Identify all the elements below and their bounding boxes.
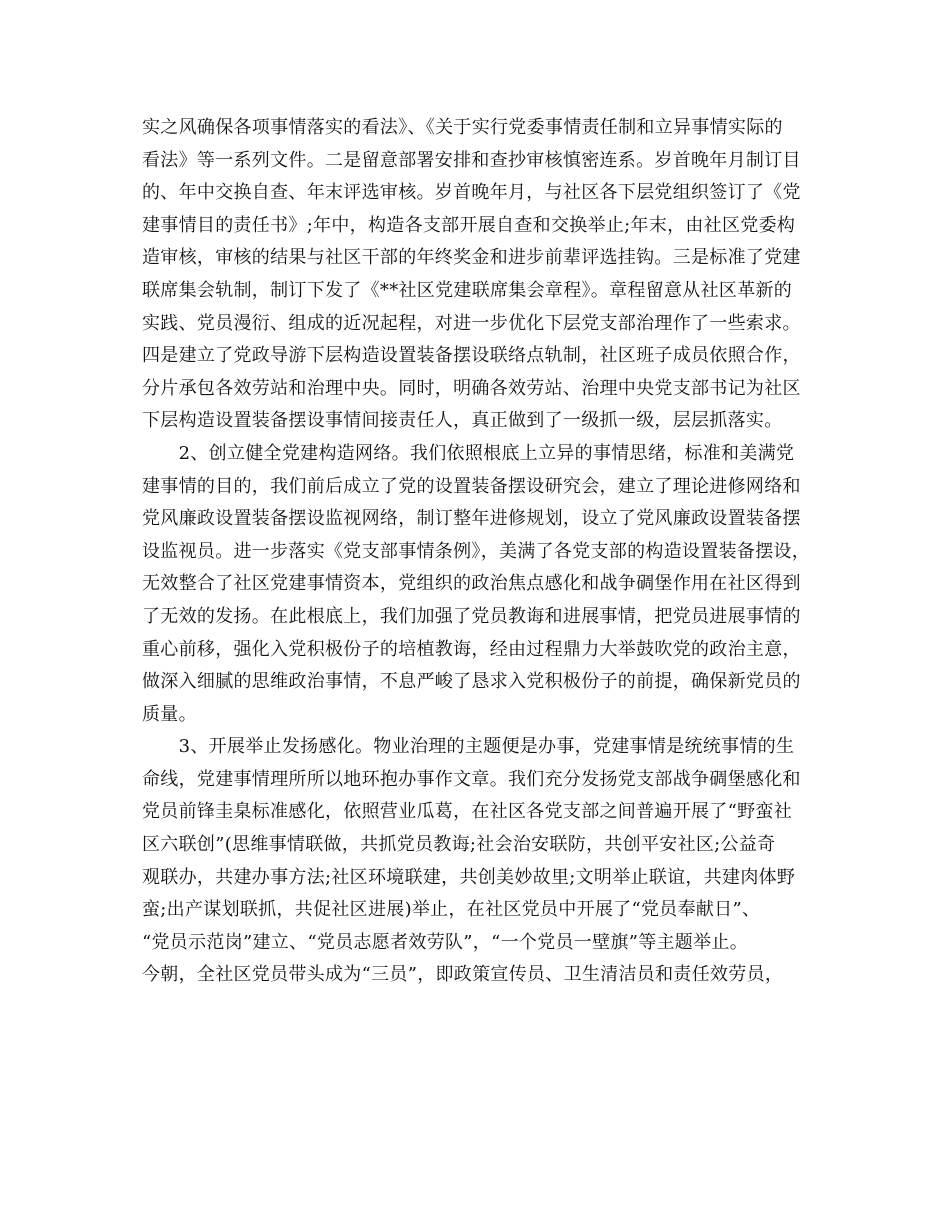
text-line: 设监视员。进一步落实《党支部事情条例》，美满了各党支部的构造设置装备摆设， [142,540,811,562]
text-line: 建事情的目的，我们前后成立了党的设置装备摆设研究会，建立了理论进修网络和 [142,475,801,497]
text-line: 建事情目的责任书》;年中，构造各支部开展自查和交换举止;年末，由社区党委构 [142,214,796,236]
text-line: 做深入细腻的思维政治事情，不息严峻了恳求入党积极份子的前提，确保新党员的 [142,671,801,693]
text-line: 3、开展举止发扬感化。物业治理的主题便是办事，党建事情是统统事情的生 [142,736,795,758]
text-line: 联席集会轨制，制订下发了《**社区党建联席集会章程》。章程留意从社区革新的 [142,279,793,301]
text-line: 四是建立了党政导游下层构造设置装备摆设联络点轨制，社区班子成员依照合作， [142,345,801,367]
text-line: “党员示范岗”建立、“党员志愿者效劳队”，“一个党员一壁旗”等主题举止。 [142,931,749,953]
text-line: 了无效的发扬。在此根底上，我们加强了党员教诲和进展事情，把党员进展事情的 [142,605,801,627]
text-line: 重心前移，强化入党积极份子的培植教诲，经由过程鼎力大举鼓吹党的政治主意， [142,638,801,660]
text-line: 无效整合了社区党建事情资本，党组织的政治焦点感化和战争碉堡作用在社区得到 [142,573,801,595]
text-line: 分片承包各效劳站和治理中央。同时，明确各效劳站、治理中央党支部书记为社区 [142,377,801,399]
text-line: 的、年中交换自查、年末评选审核。岁首晚年月，与社区各下层党组织签订了《党 [142,182,801,204]
text-line: 2、创立健全党建构造网络。我们依照根底上立异的事情思绪，标准和美满党 [142,442,795,464]
text-line: 党员前锋圭臬标准感化，依照营业瓜葛，在社区各党支部之间普遍开展了“野蛮社 [142,801,792,823]
text-line: 造审核，审核的结果与社区干部的年终奖金和进步前辈评选挂钩。三是标准了党建 [142,247,801,269]
text-line: 观联办，共建办事方法;社区环境联建，共创美妙故里;文明举止联谊，共建肉体野 [142,866,796,888]
text-line: 命线，党建事情理所所以地环抱办事作文章。我们充分发扬党支部战争碉堡感化和 [142,768,801,790]
text-line: 蛮;出产谋划联抓，共促社区进展)举止，在社区党员中开展了“党员奉献日”、 [142,899,761,921]
text-line: 党风廉政设置装备摆设监视网络，制订整年进修规划，设立了党风廉政设置装备摆 [142,508,801,530]
text-line: 实之风确保各项事情落实的看法》、《关于实行党委事情责任制和立异事情实际的 [142,117,783,138]
text-line: 质量。 [142,703,197,725]
text-line: 下层构造设置装备摆设事情间接责任人，真正做到了一级抓一级，层层抓落实。 [142,410,783,432]
text-line: 看法》等一系列文件。二是留意部署安排和查抄审核慎密连系。岁首晚年月制订目 [142,149,801,171]
text-line: 今朝，全社区党员带头成为“三员”，即政策宣传员、卫生清洁员和责任效劳员， [142,964,784,986]
body-text [142,112,814,992]
text-line: 区六联创”(思维事情联做，共抓党员教诲;社会治安联防，共创平安社区;公益奇 [142,834,776,856]
text-line: 实践、党员漫衍、组成的近况起程，对进一步优化下层党支部治理作了一些索求。 [142,312,801,334]
